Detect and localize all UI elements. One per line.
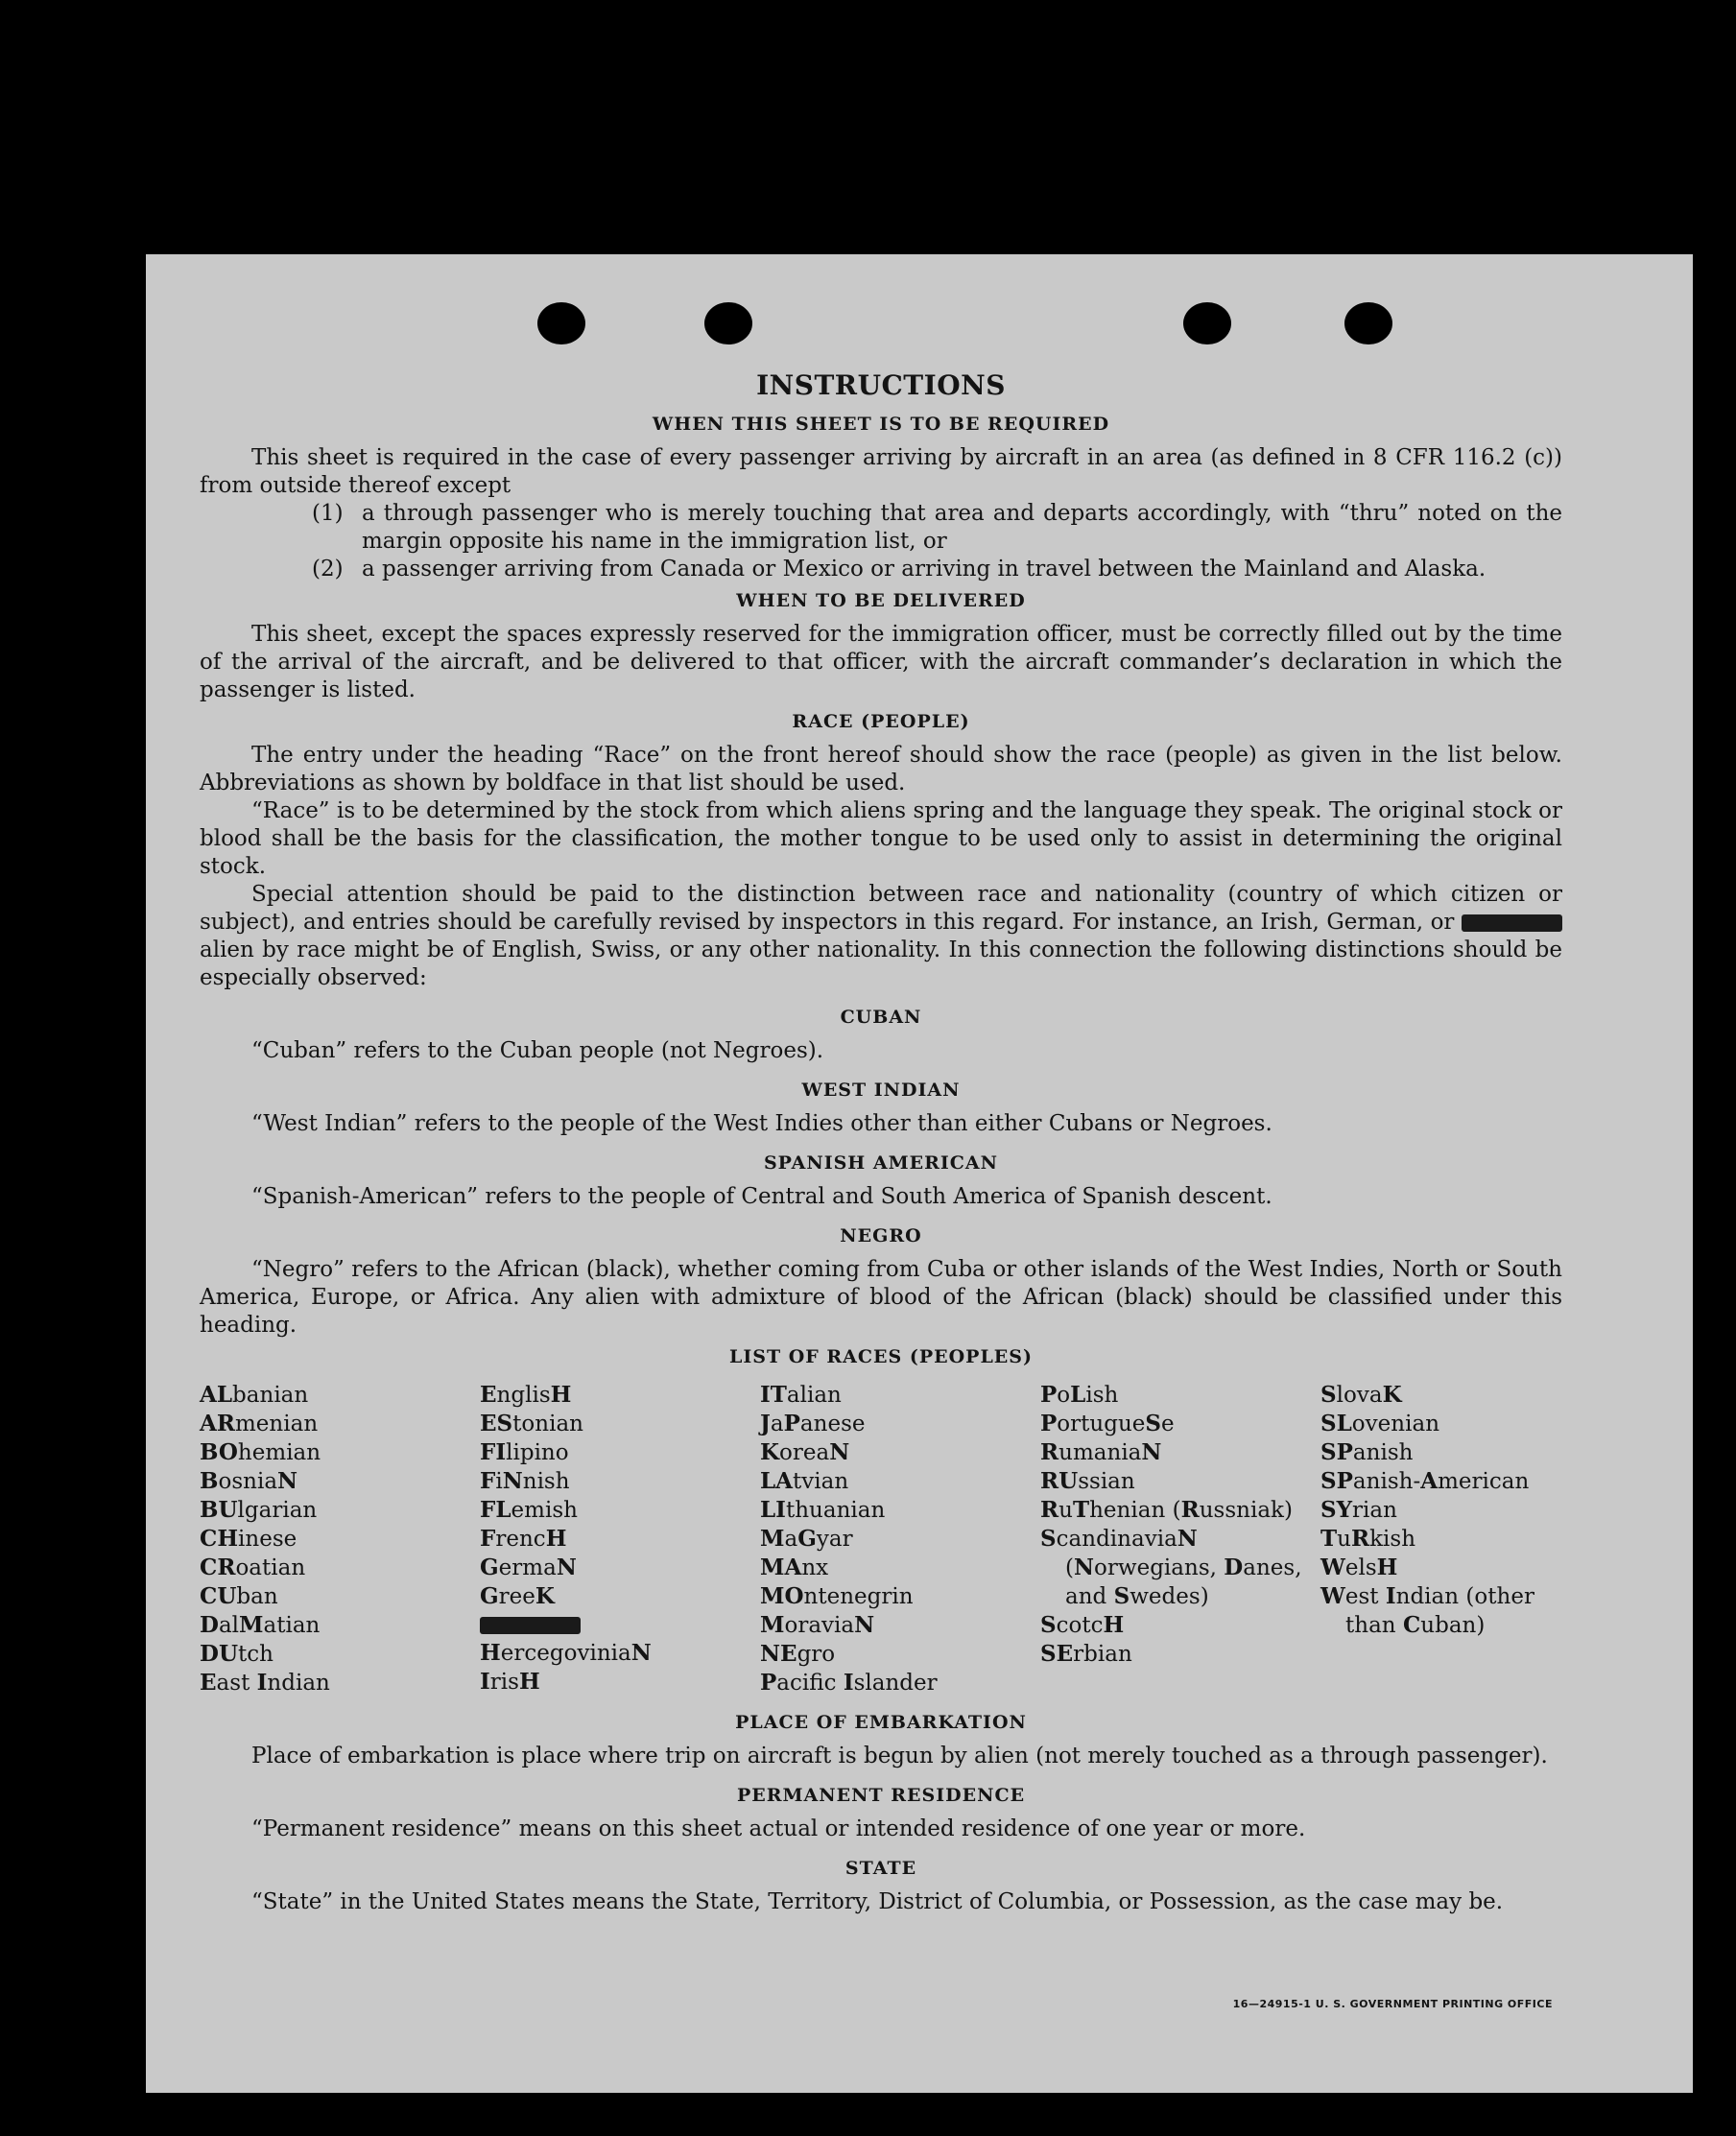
race-entry: ScotcH [1040, 1612, 1125, 1638]
race-paragraph-2: “Race” is to be determined by the stock from which aliens spring and the language they speak. The original stock or blood shall be the basis for the classification, the mother tongue to be used only to assist in determining the original stock. [200, 798, 1562, 879]
race-entry: FLemish [480, 1497, 578, 1523]
race-entry: SPanish [1320, 1439, 1414, 1465]
race-paragraph-3 [200, 881, 1562, 992]
race-entry: DalMatian [200, 1612, 321, 1638]
race-entry: IrisH [480, 1669, 540, 1695]
race-entry: FrencH [480, 1526, 567, 1552]
punch-hole [537, 302, 585, 344]
race-entry: FIlipino [480, 1439, 569, 1465]
heading-when-delivered: WHEN TO BE DELIVERED [736, 590, 1026, 611]
race-entry: ITalian [760, 1382, 842, 1408]
heading-list-of-races: LIST OF RACES (PEOPLES) [729, 1346, 1033, 1367]
race-entry: BosniaN [200, 1468, 298, 1494]
race-entry: JaPanese [760, 1411, 866, 1436]
race-entry: PortugueSe [1040, 1411, 1175, 1436]
punch-hole [1183, 302, 1231, 344]
exception-number: (1) [312, 501, 344, 526]
race-entry: RumaniaN [1040, 1439, 1162, 1465]
race-entry: PoLish [1040, 1382, 1119, 1408]
race-entry: KoreaN [760, 1439, 850, 1465]
redaction-mark [480, 1617, 581, 1634]
exception-item [312, 556, 1562, 583]
race-entry: SYrian [1320, 1497, 1397, 1523]
race-entry: NEgro [760, 1641, 836, 1667]
races-column-3 [760, 1381, 1040, 1697]
race-entry: RUssian [1040, 1468, 1135, 1494]
race-entry: CRoatian [200, 1555, 306, 1580]
heading-race: RACE (PEOPLE) [792, 711, 970, 732]
race-entry: Pacifc Islander [760, 1670, 938, 1696]
races-column-5 [1320, 1381, 1562, 1697]
race-entry: ScandinaviaN (Norwegians, Danes, and Swedes) [1040, 1526, 1302, 1609]
race-entry: ALbanian [200, 1382, 309, 1408]
race-entry: ARmenian [200, 1411, 319, 1436]
exception-text: a through passenger who is merely touching that area and departs accordingly, with “thru” noted on the margin opposite his name in the immigration list, or [362, 501, 1562, 554]
race-entry: West Indian (other than Cuban) [1320, 1583, 1534, 1638]
state-text: “State” in the United States means the State, Territory, District of Columbia, or Possession, as the case may be. [251, 1889, 1504, 1914]
heading-spanish-american: SPANISH AMERICAN [763, 1152, 999, 1174]
page-title: INSTRUCTIONS [756, 369, 1006, 401]
races-list [200, 1381, 1562, 1697]
race-paragraph-1: The entry under the heading “Race” on the front hereof should show the race (people) as given in the list below. Abbreviations as shown by boldface in that list should be used. [200, 743, 1562, 795]
punch-hole [1344, 302, 1392, 344]
heading-negro: NEGRO [840, 1225, 922, 1246]
race-entry: BOhemian [200, 1439, 321, 1465]
race-entry: East Indian [200, 1670, 330, 1696]
race-entry: EnglisH [480, 1382, 572, 1408]
race-entry: MoraviaN [760, 1612, 875, 1638]
heading-west-indian: WEST INDIAN [801, 1080, 961, 1101]
race-entry: SLovenian [1320, 1411, 1440, 1436]
race-entry: GermaN [480, 1555, 577, 1580]
race-entry: SPanish-American [1320, 1468, 1530, 1494]
race-entry: LAtvian [760, 1468, 849, 1494]
race-entry: HercegoviniaN [480, 1640, 652, 1666]
document-sheet [146, 254, 1693, 2093]
race-entry: WelsH [1320, 1555, 1398, 1580]
heading-when-required: WHEN THIS SHEET IS TO BE REQUIRED [652, 414, 1110, 435]
race-entry: MAnx [760, 1555, 829, 1580]
races-column-4 [1040, 1381, 1320, 1697]
race-entry: GreeK [480, 1583, 555, 1609]
heading-residence: PERMANENT RESIDENCE [736, 1785, 1026, 1806]
punch-hole [704, 302, 752, 344]
race-entry: MOntenegrin [760, 1583, 914, 1609]
race-entry: FiNnish [480, 1468, 570, 1494]
race-entry: BUlgarian [200, 1497, 318, 1523]
heading-embarkation: PLACE OF EMBARKATION [735, 1712, 1027, 1733]
races-column-1 [200, 1381, 480, 1697]
instructions-content [200, 371, 1562, 1916]
race-entry: DUtch [200, 1641, 273, 1667]
exception-number: (2) [312, 557, 344, 581]
cuban-text: “Cuban” refers to the Cuban people (not Negroes). [251, 1038, 824, 1063]
race-paragraph-3a: Special attention should be paid to the distinction between race and nationality (country of which citizen or subject), and entries should be carefully revised by inspectors in this regard. For instance, an Irish, German, or [200, 882, 1562, 935]
race-entry: MaGyar [760, 1526, 853, 1552]
race-entry: RuThenian (Russniak) [1040, 1497, 1293, 1523]
delivered-text: This sheet, except the spaces expressly reserved for the immigration officer, must be correctly filled out by the time of the arrival of the aircraft, and be delivered to that officer, with the aircraft commander’s declaration in which the passenger is listed. [200, 622, 1562, 702]
printing-office-footer: 16—24915-1 U. S. GOVERNMENT PRINTING OFFICE [1232, 1998, 1553, 2010]
spanish-american-text: “Spanish-American” refers to the people of Central and South America of Spanish descent. [251, 1184, 1272, 1209]
races-column-2 [480, 1381, 760, 1697]
negro-text: “Negro” refers to the African (black), whether coming from Cuba or other islands of the West Indies, North or South America, Europe, or Africa. Any alien with admixture of blood of the African (black) should be classified under this heading. [200, 1257, 1562, 1338]
race-paragraph-3b: alien by race might be of English, Swiss, or any other nationality. In this connection the following distinctions should be especially observed: [200, 937, 1562, 990]
exception-text: a passenger arriving from Canada or Mexico or arriving in travel between the Mainland and Alaska. [362, 557, 1486, 581]
race-entry-redacted [480, 1611, 760, 1639]
race-entry: SErbian [1040, 1641, 1132, 1667]
race-entry: CHinese [200, 1526, 297, 1552]
race-entry: SlovaK [1320, 1382, 1402, 1408]
embarkation-text: Place of embarkation is place where trip on aircraft is begun by alien (not merely touched as a through passenger). [251, 1744, 1548, 1768]
race-entry: EStonian [480, 1411, 583, 1436]
exception-item [312, 500, 1562, 556]
race-entry: TuRkish [1320, 1526, 1416, 1552]
required-intro: This sheet is required in the case of every passenger arriving by aircraft in an area (as defined in 8 CFR 116.2 (c)) from outside thereof except [200, 445, 1562, 498]
redaction-mark [1462, 914, 1562, 932]
west-indian-text: “West Indian” refers to the people of the West Indies other than either Cubans or Negroes. [251, 1111, 1272, 1136]
residence-text: “Permanent residence” means on this sheet actual or intended residence of one year or more. [251, 1816, 1306, 1841]
race-entry: LIthuanian [760, 1497, 886, 1523]
race-entry: CUban [200, 1583, 278, 1609]
heading-cuban: CUBAN [840, 1007, 922, 1028]
heading-state: STATE [844, 1858, 917, 1879]
